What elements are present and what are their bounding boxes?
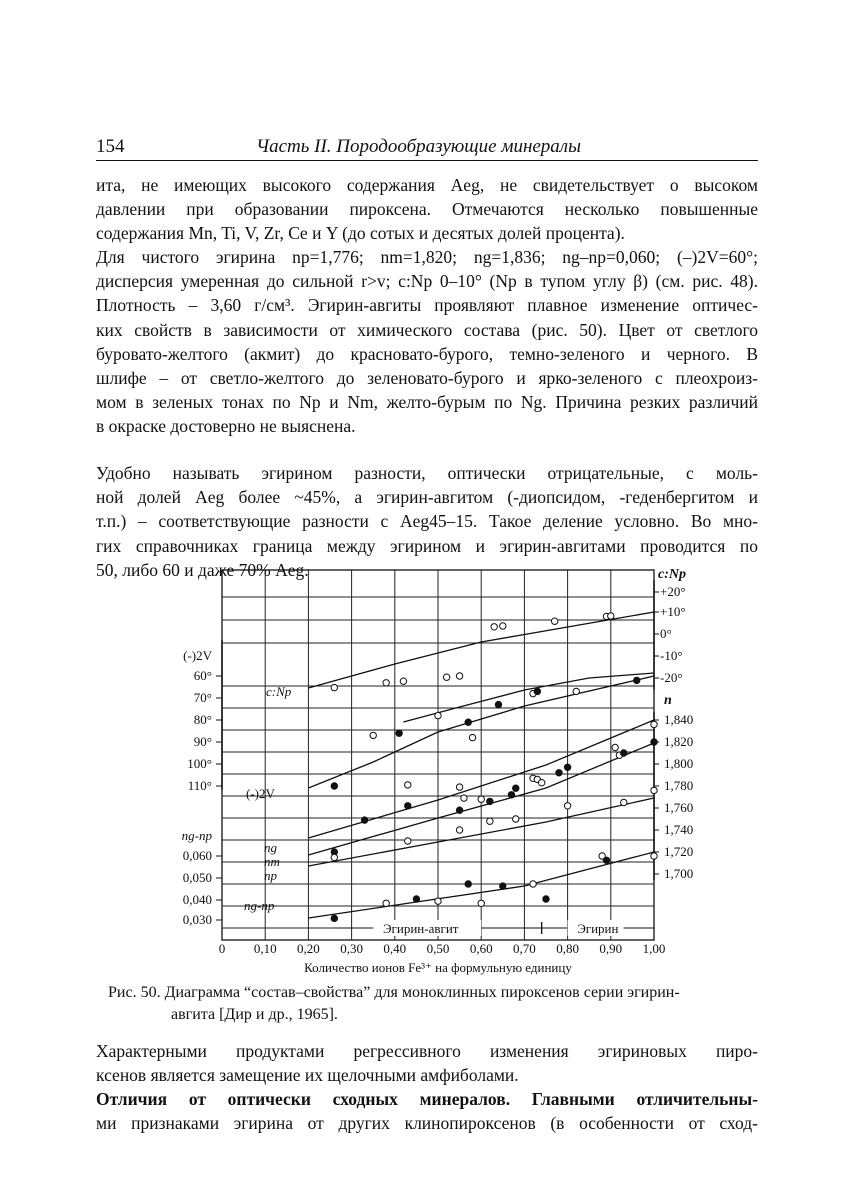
x-tick-label: 0,20 xyxy=(297,941,320,956)
data-point xyxy=(370,732,376,738)
text-line: Плотность – 3,60 г/см³. Эгирин-авгиты проявляют плавное изменение оптичес- xyxy=(96,295,758,316)
data-point xyxy=(513,785,519,791)
data-point xyxy=(556,770,562,776)
text-line: ми признаками эгирина от других клинопироксенов (в особенности от сход- xyxy=(96,1113,758,1134)
text-line: ксенов является замещение их щелочными амфиболами. xyxy=(96,1065,519,1086)
data-point xyxy=(478,900,484,906)
data-point xyxy=(400,678,406,684)
data-point xyxy=(534,688,540,694)
right-axis-n-tick: 1,800 xyxy=(664,756,694,771)
right-axis-n-tick: 1,720 xyxy=(664,844,694,859)
data-point xyxy=(608,613,614,619)
right-axis-n-tick: 1,780 xyxy=(664,778,694,793)
data-point xyxy=(456,673,462,679)
data-point xyxy=(443,674,449,680)
data-point xyxy=(405,803,411,809)
data-point xyxy=(396,730,402,736)
right-axis-n-tick: 1,760 xyxy=(664,800,694,815)
x-tick-label: 0,70 xyxy=(513,941,536,956)
right-axis-cnp-tick: +10° xyxy=(660,604,686,619)
data-point xyxy=(564,803,570,809)
data-point xyxy=(500,883,506,889)
right-axis-n-tick: 1,820 xyxy=(664,734,694,749)
range-label-aegirine: Эгирин xyxy=(577,921,619,936)
data-point xyxy=(651,721,657,727)
data-point xyxy=(383,680,389,686)
left-axis-2v-tick: 80° xyxy=(193,712,212,727)
data-point xyxy=(573,688,579,694)
text-line: ной долей Aeg более ~45%, а эгирин-авгитом (-диопсидом, -геденбергитом и xyxy=(96,487,758,508)
x-tick-label: 0,90 xyxy=(599,941,623,956)
series-label-np: np xyxy=(264,868,277,883)
data-point xyxy=(478,796,484,802)
data-point xyxy=(500,623,506,629)
left-axis-2v-tick: 110° xyxy=(187,778,212,793)
right-axis-cnp-tick: -20° xyxy=(660,670,683,685)
text-line: т.п.) – соответствующие разности с Aeg45–15. Такое деление условно. Во мно- xyxy=(96,511,758,532)
data-point xyxy=(435,712,441,718)
page-number: 154 xyxy=(96,136,125,157)
data-point xyxy=(538,780,544,786)
data-point xyxy=(487,798,493,804)
paragraph-5 xyxy=(96,1087,758,1135)
data-point xyxy=(651,739,657,745)
data-point xyxy=(331,854,337,860)
data-point xyxy=(405,782,411,788)
text-line: Отличия от оптически сходных минералов. Главными отличительны- xyxy=(96,1089,758,1109)
data-point xyxy=(513,816,519,822)
right-axis-cnp-tick: -10° xyxy=(660,648,683,663)
data-point xyxy=(651,787,657,793)
left-axis-2v-tick: 60° xyxy=(193,668,212,683)
data-point xyxy=(456,827,462,833)
data-point xyxy=(331,915,337,921)
left-axis-2v-tick: 90° xyxy=(193,734,212,749)
left-axis-biref-title: ng-np xyxy=(181,828,212,843)
data-point xyxy=(634,677,640,683)
left-axis-2v-tick: 70° xyxy=(193,690,212,705)
x-tick-label: 0,60 xyxy=(469,941,493,956)
data-point xyxy=(435,898,441,904)
data-point xyxy=(551,618,557,624)
text-line: Удобно называть эгирином разности, оптически отрицательные, с моль- xyxy=(96,463,758,483)
text-line: Для чистого эгирина np=1,776; nm=1,820; ng=1,836; ng–np=0,060; (–)2V=60°; xyxy=(96,247,758,267)
data-point xyxy=(465,881,471,887)
x-tick-label: 1,00 xyxy=(642,941,666,956)
text-line: буровато-желтого (акмит) до красновато-бурого, темно-зеленого и черного. В xyxy=(96,343,758,364)
data-point xyxy=(651,853,657,859)
data-point xyxy=(491,624,497,630)
text-line: мом в зеленых тонах по Np и Nm, желто-бурым по Ng. Причина резких различий xyxy=(96,392,758,413)
text-line: в окраске достоверно не выяснена. xyxy=(96,416,356,437)
series-label-cnp: c:Np xyxy=(266,684,292,699)
data-point xyxy=(331,783,337,789)
data-point xyxy=(456,807,462,813)
data-point xyxy=(383,900,389,906)
data-point xyxy=(495,701,501,707)
data-point xyxy=(564,764,570,770)
text-line: гих справочниках граница между эгирином и эгирин-авгитами проводится по xyxy=(96,535,758,556)
data-point xyxy=(469,734,475,740)
right-axis-n-title: n xyxy=(664,693,672,708)
figure-caption xyxy=(108,982,758,1026)
left-axis-biref-tick: 0,050 xyxy=(182,870,212,885)
data-point xyxy=(621,750,627,756)
range-label-aegirine-augite: Эгирин-авгит xyxy=(382,921,459,936)
series-label-biref: ng-np xyxy=(244,898,275,913)
data-point xyxy=(530,881,536,887)
right-axis-cnp-tick: +20° xyxy=(660,584,686,599)
text-line: шлифе – от светло-желтого до зеленовато-бурого и ярко-зеленого с плеохроиз- xyxy=(96,368,758,389)
text-line: ита, не имеющих высокого содержания Aeg, не свидетельствует о высоком xyxy=(96,175,758,195)
left-axis-biref-tick: 0,060 xyxy=(182,848,212,863)
x-tick-label: 0,40 xyxy=(383,941,407,956)
right-axis-cnp-title: c:Np xyxy=(658,567,686,582)
text-line: 50, либо 60 и даже 70% Aeg. xyxy=(96,559,309,580)
right-axis-cnp-tick: 0° xyxy=(660,626,672,641)
x-tick-label: 0,10 xyxy=(253,941,277,956)
data-point xyxy=(487,818,493,824)
data-point xyxy=(612,744,618,750)
data-point xyxy=(461,795,467,801)
right-axis-n-tick: 1,840 xyxy=(664,712,694,727)
paragraph-4 xyxy=(96,1039,758,1087)
data-point xyxy=(543,896,549,902)
left-axis-biref-tick: 0,030 xyxy=(182,912,212,927)
text-line: Характерными продуктами регрессивного изменения эгириновых пиро- xyxy=(96,1041,758,1061)
data-point xyxy=(508,792,514,798)
series-label-ng: ng xyxy=(264,840,277,855)
data-point xyxy=(621,799,627,805)
text-line: дисперсия умеренная до сильной r>v; c:Np 0–10° (Np в тупом углу β) (см. рис. 48). xyxy=(96,271,758,292)
text-line: давлении при образовании пироксена. Отмечаются несколько повышенные xyxy=(96,199,758,220)
x-tick-label: 0,80 xyxy=(556,941,579,956)
left-axis-2v-tick: 100° xyxy=(187,756,212,771)
text-line: содержания Mn, Ti, V, Zr, Ce и Y (до сотых и десятых долей процента). xyxy=(96,223,625,244)
data-point xyxy=(465,719,471,725)
left-axis-biref-tick: 0,040 xyxy=(182,892,212,907)
series-label-2v: (-)2V xyxy=(246,786,275,801)
running-title: Часть II. Породообразующие минералы xyxy=(256,136,581,157)
x-tick-label: 0,50 xyxy=(426,941,450,956)
x-tick-label: 0 xyxy=(218,941,226,956)
data-point xyxy=(361,817,367,823)
data-point xyxy=(456,784,462,790)
x-axis-label: Количество ионов Fe³⁺ на формульную единицу xyxy=(304,960,572,975)
series-label-nm: nm xyxy=(264,854,280,869)
data-point xyxy=(405,838,411,844)
data-point xyxy=(413,896,419,902)
text-line: ких свойств в зависимости от химического состава (рис. 50). Цвет от светлого xyxy=(96,319,758,340)
left-axis-2v-title: (-)2V xyxy=(183,648,212,663)
right-axis-n-tick: 1,740 xyxy=(664,822,694,837)
caption-line: авгита [Дир и др., 1965]. xyxy=(171,1006,338,1023)
caption-line: Рис. 50. Диаграмма “состав–свойства” для моноклинных пироксенов серии эгирин- xyxy=(108,984,680,1001)
right-axis-n-tick: 1,700 xyxy=(664,866,694,881)
x-tick-label: 0,30 xyxy=(340,941,363,956)
data-point xyxy=(603,857,609,863)
data-point xyxy=(331,684,337,690)
